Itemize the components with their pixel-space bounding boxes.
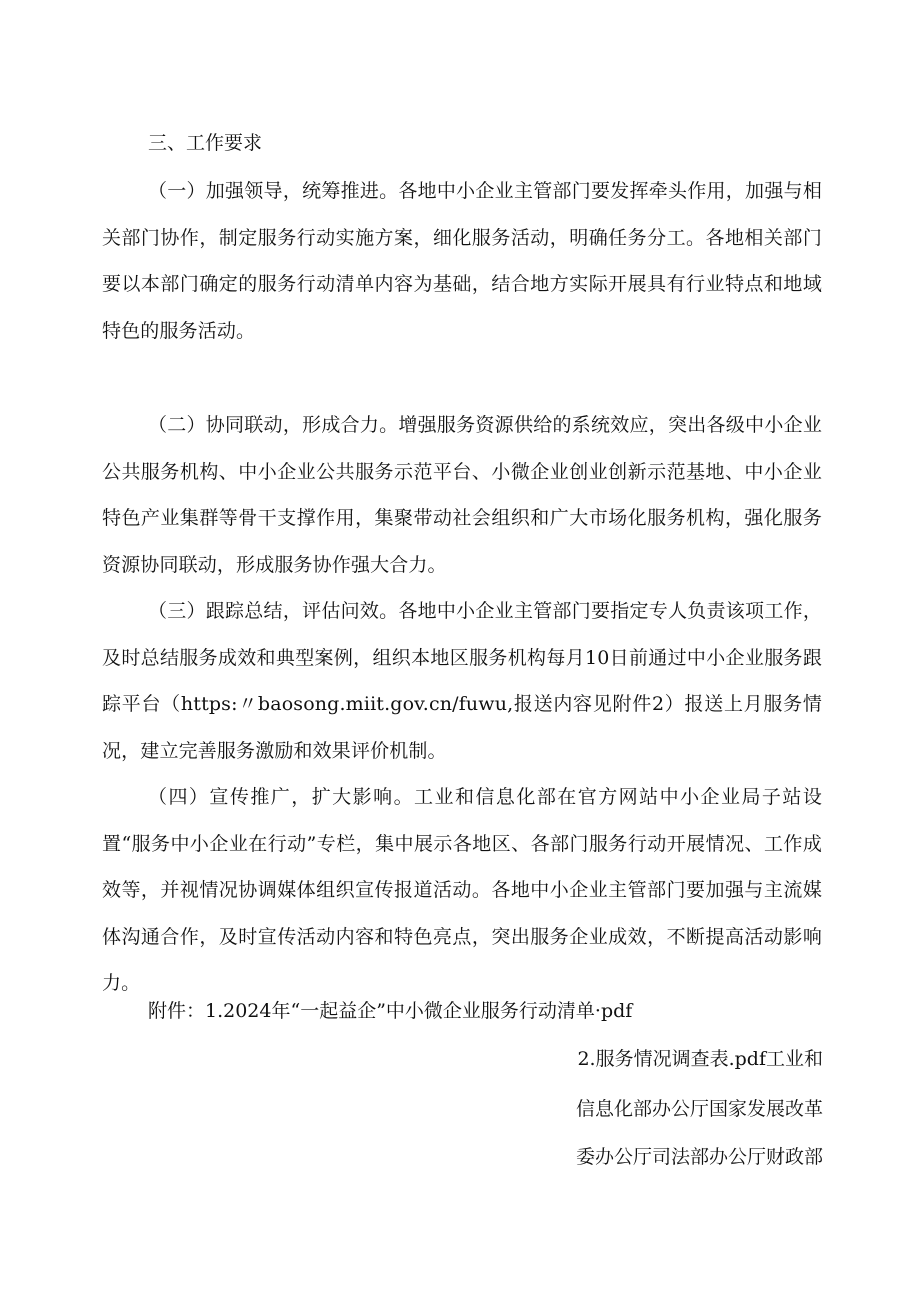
paragraph-coordination: （二）协同联动，形成合力。增强服务资源供给的系统效应，突出各级中小企业公共服务机构、中小企业公共服务示范平台、小微企业创业创新示范基地、中小企业特色产业集群等骨干支撑作用，集聚带动社会组织和广大市场化服务机构，强化服务资源协同联动，形成服务协作强大合力。	[102, 414, 822, 576]
attachment-item-1: 附件：1.2024年“一起益企”中小微企业服务行动清单·pdf	[148, 1000, 633, 1022]
issuer-line-1: 信息化部办公厅国家发展改革	[575, 1098, 823, 1120]
section-heading: 三、工作要求	[148, 132, 263, 154]
paragraph-publicity: （四）宣传推广，扩大影响。工业和信息化部在官方网站中小企业局子站设置“服务中小企业在行动”专栏，集中展示各地区、各部门服务行动开展情况、工作成效等，并视情况协调媒体组织宣传报道活动。各地中小企业主管部门要加强与主流媒体沟通合作，及时宣传活动内容和特色亮点，突出服务企业成效，不断提高活动影响力。	[102, 786, 822, 994]
paragraph-tracking: （三）跟踪总结，评估问效。各地中小企业主管部门要指定专人负责该项工作，及时总结服务成效和典型案例，组织本地区服务机构每月10日前通过中小企业服务跟踪平台（https:〃baosong.miit.gov.cn/fuwu,报送内容见附件2）报送上月服务情况，建立完善服务激励和效果评价机制。	[102, 600, 822, 762]
paragraph-leadership: （一）加强领导，统筹推进。各地中小企业主管部门要发挥牵头作用，加强与相关部门协作，制定服务行动实施方案，细化服务活动，明确任务分工。各地相关部门要以本部门确定的服务行动清单内容为基础，结合地方实际开展具有行业特点和地域特色的服务活动。	[102, 180, 822, 342]
issuer-line-2: 委办公厅司法部办公厅财政部	[575, 1146, 823, 1168]
attachment-item-2: 2.服务情况调查表.pdf工业和	[577, 1048, 823, 1070]
